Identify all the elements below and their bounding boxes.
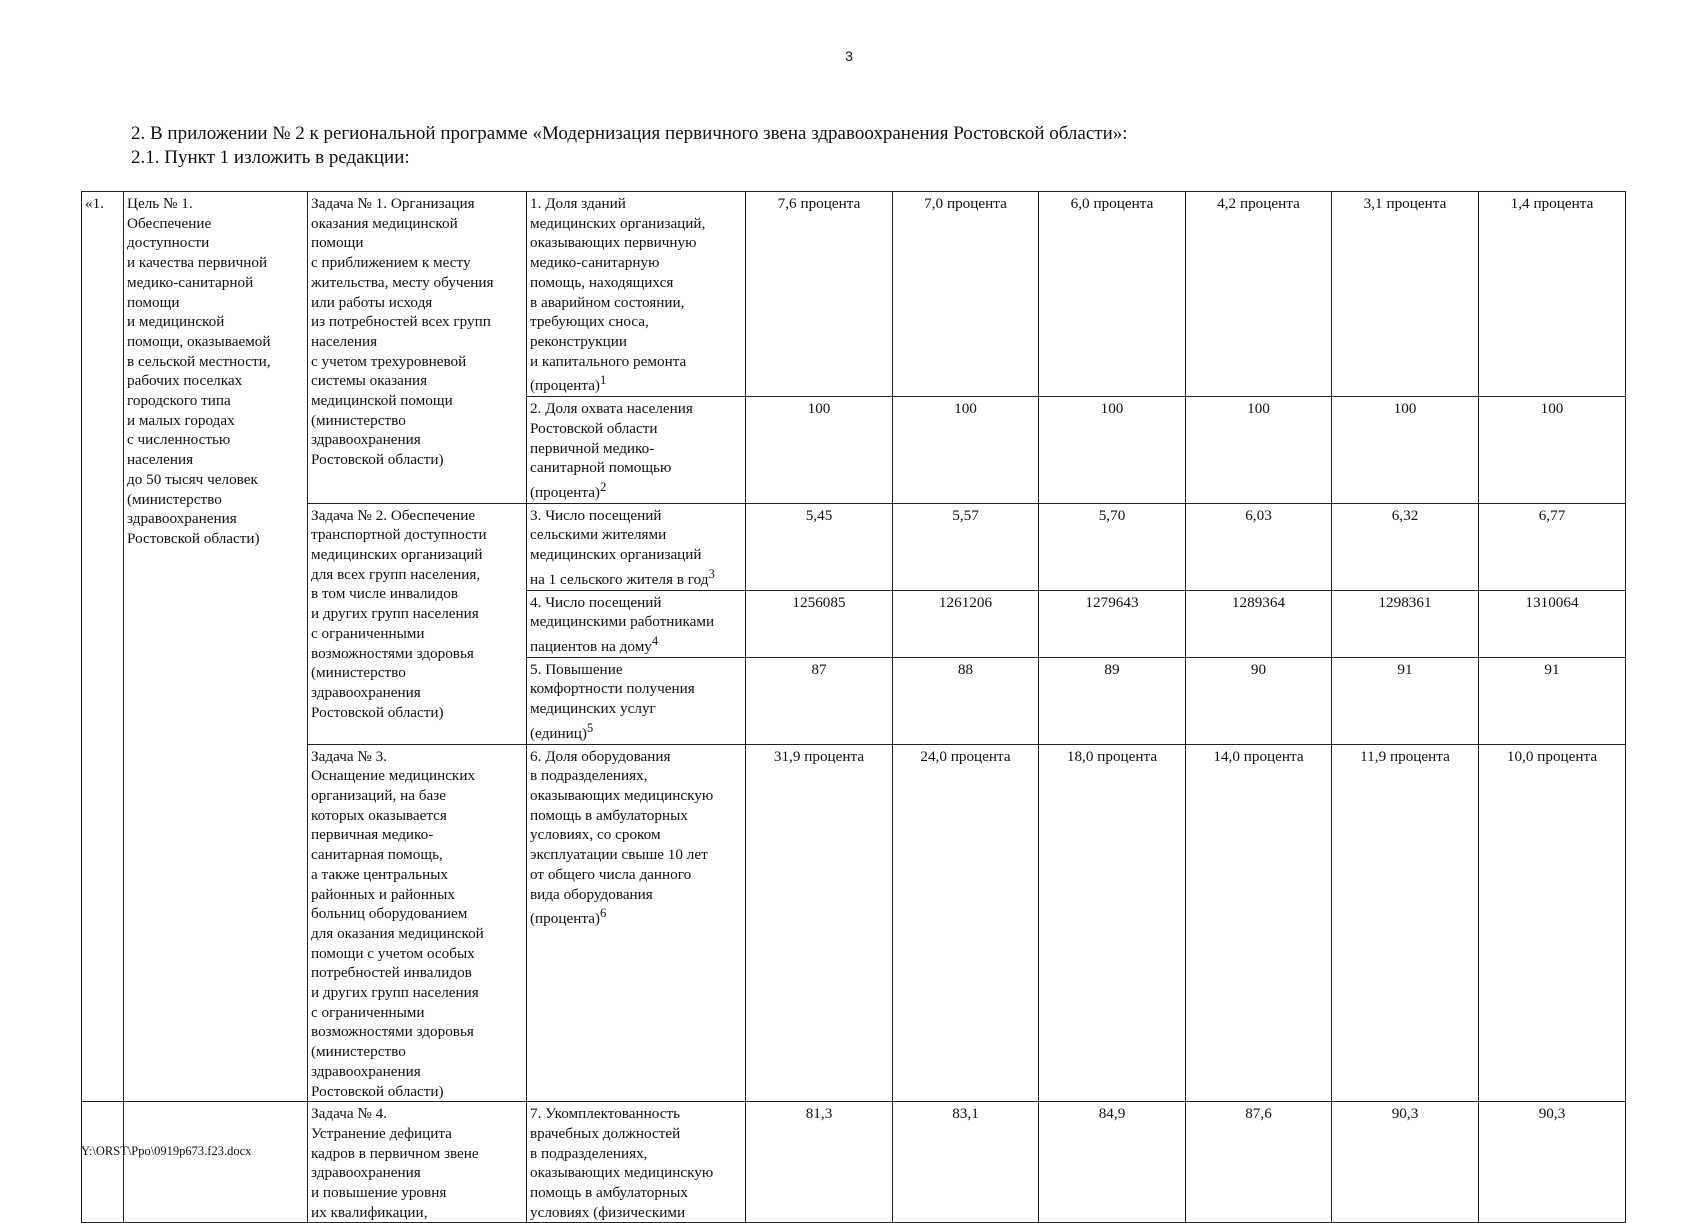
indicator-7-cell <box>527 1102 746 1223</box>
empty-cell <box>124 1102 308 1223</box>
indicator-2-footnote: 2 <box>600 479 607 494</box>
indicator-5-label: 5. Повышение комфортности получения медицинских услуг (единиц) <box>530 660 695 742</box>
indicator-2-cell <box>527 397 746 504</box>
value-cell: 91 <box>1332 657 1479 744</box>
task-4-cell: Задача № 4. Устранение дефицита кадров в первичном звене здравоохранения и повышение уровня их квалификации, <box>308 1102 527 1223</box>
value-cell: 91 <box>1479 657 1626 744</box>
indicator-1-cell <box>527 192 746 397</box>
value-cell: 1298361 <box>1332 590 1479 657</box>
value-cell: 6,77 <box>1479 503 1626 590</box>
task-1-cell: Задача № 1. Организация оказания медицинской помощи с приближением к месту жительства, месту обучения или работы исходя из потребностей всех групп населения с учетом трехуровневой системы оказания медицинской помощи (министерство здравоохранения Ростовской области) <box>308 192 527 504</box>
value-cell: 1,4 процента <box>1479 192 1626 397</box>
file-path-footer: Y:\ORST\Ppo\0919p673.f23.docx <box>81 1144 252 1158</box>
indicator-3-label: 3. Число посещений сельскими жителями медицинских организаций на 1 сельского жителя в год <box>530 506 709 588</box>
value-cell: 88 <box>893 657 1039 744</box>
value-cell: 81,3 <box>746 1102 893 1223</box>
value-cell: 6,0 процента <box>1039 192 1186 397</box>
indicator-3-footnote: 3 <box>708 566 715 581</box>
task-3-cell: Задача № 3. Оснащение медицинских организаций, на базе которых оказывается первичная медико- санитарная помощь, а также центральных районных и районных больниц оборудованием для оказания медицинской помощи с учетом особых потребностей инвалидов и других групп населения с ограниченными возможностями здоровья (министерство здравоохранения Ростовской области) <box>308 744 527 1102</box>
table-row <box>82 192 1626 397</box>
value-cell: 10,0 процента <box>1479 744 1626 1102</box>
value-cell: 6,03 <box>1186 503 1332 590</box>
indicator-3-cell <box>527 503 746 590</box>
value-cell: 1256085 <box>746 590 893 657</box>
value-cell: 100 <box>1332 397 1479 504</box>
value-cell: 100 <box>1039 397 1186 504</box>
indicator-2-label: 2. Доля охвата населения Ростовской области первичной медико- санитарной помощью (процента) <box>530 400 693 501</box>
indicator-7-label: 7. Укомплектованность врачебных должностей в подразделениях, оказывающих медицинскую помощь в амбулаторных условиях (физическими <box>530 1105 714 1221</box>
value-cell: 87,6 <box>1186 1102 1332 1223</box>
value-cell: 1261206 <box>893 590 1039 657</box>
value-cell: 6,32 <box>1332 503 1479 590</box>
value-cell: 84,9 <box>1039 1102 1186 1223</box>
value-cell: 4,2 процента <box>1186 192 1332 397</box>
value-cell: 5,70 <box>1039 503 1186 590</box>
value-cell: 1279643 <box>1039 590 1186 657</box>
indicator-4-cell <box>527 590 746 657</box>
value-cell: 100 <box>1479 397 1626 504</box>
table-row <box>82 1102 1626 1223</box>
page-number: 3 <box>845 48 853 64</box>
intro-text <box>131 122 1128 170</box>
value-cell: 18,0 процента <box>1039 744 1186 1102</box>
value-cell: 31,9 процента <box>746 744 893 1102</box>
row-marker-cell <box>82 192 124 1102</box>
intro-line-1: 2. В приложении № 2 к региональной программе «Модернизация первичного звена здравоохранения Ростовской области»: <box>131 123 1128 144</box>
value-cell: 90,3 <box>1332 1102 1479 1223</box>
indicator-6-cell <box>527 744 746 1102</box>
empty-cell <box>82 1102 124 1223</box>
value-cell: 87 <box>746 657 893 744</box>
table-row <box>82 503 1626 590</box>
indicator-4-footnote: 4 <box>651 633 659 648</box>
goal-cell: Цель № 1. Обеспечение доступности и качества первичной медико-санитарной помощи и медицинской помощи, оказываемой в сельской местности, рабочих поселках городского типа и малых городах с численностью населения до 50 тысяч человек (министерство здравоохранения Ростовской области) <box>124 192 308 1102</box>
value-cell: 3,1 процента <box>1332 192 1479 397</box>
value-cell: 14,0 процента <box>1186 744 1332 1102</box>
indicator-1-label: 1. Доля зданий медицинских организаций, оказывающих первичную медико-санитарную помощь, находящихся в аварийном состоянии, требующих сноса, реконструкции и капитального ремонта (процента) <box>530 195 706 395</box>
indicator-5-cell <box>527 657 746 744</box>
indicator-6-footnote: 6 <box>600 906 607 921</box>
intro-line-2: 2.1. Пункт 1 изложить в редакции: <box>131 147 410 168</box>
row-marker: «1. <box>85 195 104 212</box>
value-cell: 1310064 <box>1479 590 1626 657</box>
indicator-6-label: 6. Доля оборудования в подразделениях, оказывающих медицинскую помощь в амбулаторных условиях, со сроком эксплуатации свыше 10 лет от общего числа данного вида оборудования (процента) <box>530 747 714 928</box>
value-cell: 100 <box>893 397 1039 504</box>
value-cell: 7,0 процента <box>893 192 1039 397</box>
value-cell: 90,3 <box>1479 1102 1626 1223</box>
table-row <box>82 744 1626 1102</box>
value-cell: 100 <box>1186 397 1332 504</box>
value-cell: 5,57 <box>893 503 1039 590</box>
indicator-4-label: 4. Число посещений медицинскими работниками пациентов на дому <box>530 593 715 656</box>
value-cell: 7,6 процента <box>746 192 893 397</box>
goals-table <box>81 191 1626 1223</box>
indicator-5-footnote: 5 <box>586 720 594 735</box>
value-cell: 100 <box>746 397 893 504</box>
value-cell: 1289364 <box>1186 590 1332 657</box>
value-cell: 90 <box>1186 657 1332 744</box>
indicator-1-footnote: 1 <box>600 373 607 388</box>
task-2-cell: Задача № 2. Обеспечение транспортной доступности медицинских организаций для всех групп населения, в том числе инвалидов и других групп населения с ограниченными возможностями здоровья (министерство здравоохранения Ростовской области) <box>308 503 527 744</box>
value-cell: 5,45 <box>746 503 893 590</box>
value-cell: 24,0 процента <box>893 744 1039 1102</box>
value-cell: 89 <box>1039 657 1186 744</box>
value-cell: 83,1 <box>893 1102 1039 1223</box>
value-cell: 11,9 процента <box>1332 744 1479 1102</box>
